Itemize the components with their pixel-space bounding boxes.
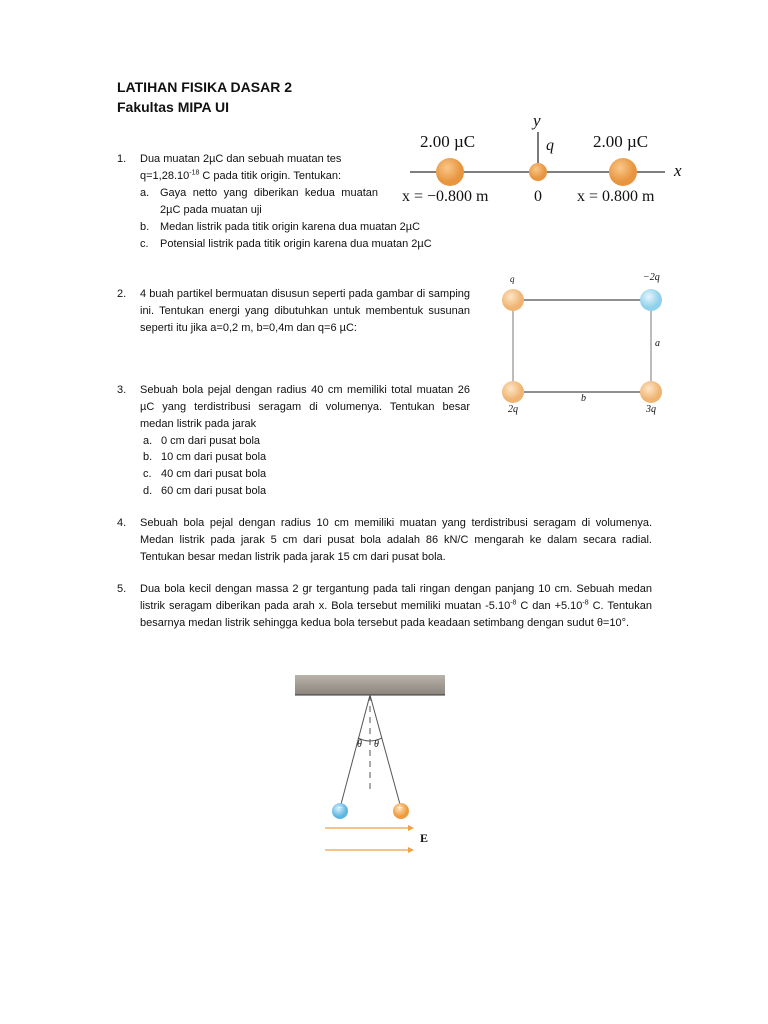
q1-b-text: Medan listrik pada titik origin karena dua muatan 2µC — [160, 221, 421, 233]
left-position: x = −0.800 m — [402, 188, 489, 205]
q2-number: 2. — [117, 288, 127, 300]
label-a: a — [655, 338, 660, 349]
label-b: b — [581, 393, 586, 404]
q1-number: 1. — [117, 153, 127, 165]
theta-right: θ — [374, 739, 379, 750]
doc-subtitle: Fakultas MIPA UI — [117, 99, 230, 115]
q3-c-text: 40 cm dari pusat bola — [161, 468, 267, 480]
label-3q: 3q — [646, 404, 656, 415]
x-axis-label: x — [674, 161, 682, 180]
q1-line1: Dua muatan 2µC dan sebuah muatan tes — [140, 153, 342, 165]
q3-d-label: d. — [143, 485, 153, 497]
left-charge — [436, 158, 464, 186]
charge-q — [502, 289, 524, 311]
q3-b-text: 10 cm dari pusat bola — [161, 451, 267, 463]
q3-number: 3. — [117, 384, 127, 396]
y-axis-label: y — [533, 111, 541, 130]
q3-d-text: 60 cm dari pusat bola — [161, 485, 267, 497]
q3-a-label: a. — [143, 435, 153, 447]
right-charge-label: 2.00 µC — [593, 132, 649, 151]
positive-sign: + — [397, 803, 403, 814]
q5-number: 5. — [117, 583, 127, 595]
q1-a-label: a. — [140, 187, 150, 199]
test-charge — [529, 163, 547, 181]
test-charge-label: q — [546, 137, 554, 154]
q3-c-label: c. — [143, 468, 152, 480]
q1-c-text: Potensial listrik pada titik origin karena dua muatan 2µC — [160, 238, 432, 250]
q3-text: Sebuah bola pejal dengan radius 40 cm memiliki total muatan 26 µC yang terdistribusi seragam di volumenya. Tentukan besar medan listrik pada jarak — [140, 384, 470, 430]
q1-c-label: c. — [140, 238, 149, 250]
doc-title: LATIHAN FISIKA DASAR 2 — [117, 79, 292, 95]
q4-number: 4. — [117, 517, 127, 529]
label-q: q — [510, 274, 515, 284]
q5-figure — [290, 670, 460, 860]
field-label: E — [420, 831, 429, 845]
right-charge — [609, 158, 637, 186]
q2-text: 4 buah partikel bermuatan disusun seperti pada gambar di samping ini. Tentukan energi yang dibutuhkan untuk membentuk susunan seperti itu jika a=0,2 m, b=0,4m dan q=6 µC: — [140, 288, 470, 334]
q1-line2: $q=1,28.10^{-18}$ C pada titik origin. Tentukan: — [140, 169, 342, 182]
theta-left: θ — [357, 739, 362, 750]
q1-b-label: b. — [140, 221, 150, 233]
charge-3q — [640, 381, 662, 403]
negative-sign: − — [337, 803, 343, 814]
q3-a-text: 0 cm dari pusat bola — [161, 435, 261, 447]
label-neg-2q: −2q — [643, 272, 660, 283]
q5-text: Dua bola kecil dengan massa 2 gr tergantung pada tali ringan dengan panjang 10 cm. Sebuah medan listrik seragam diberikan pada arah x. Bola tersebut memiliki muatan $-5.10^{-8}$ C dan $+5.10^{-8}$ C. Tentukan besarnya medan listrik sehingga kedua bola tersebut pada keadaan setimbang dengan sudut θ=10°. — [140, 583, 652, 629]
right-position: x = 0.800 m — [577, 188, 655, 205]
q2-figure — [495, 280, 675, 410]
origin-label: 0 — [534, 188, 542, 205]
label-2q: 2q — [508, 404, 518, 415]
ceiling — [295, 675, 445, 695]
q4-text: Sebuah bola pejal dengan radius 10 cm memiliki muatan yang terdistribusi seragam di volumenya. Medan listrik pada jarak 5 cm dari pusat bola adalah 86 kN/C mengarah ke dalam secara radial. Tentukan besar medan listrik pada jarak 15 cm dari pusat bola. — [140, 517, 652, 563]
q1-a-text: Gaya netto yang diberikan kedua muatan 2µC pada muatan uji — [160, 187, 378, 216]
q3-b-label: b. — [143, 451, 153, 463]
charge-2q — [502, 381, 524, 403]
left-charge-label: 2.00 µC — [420, 132, 476, 151]
charge-neg-2q — [640, 289, 662, 311]
